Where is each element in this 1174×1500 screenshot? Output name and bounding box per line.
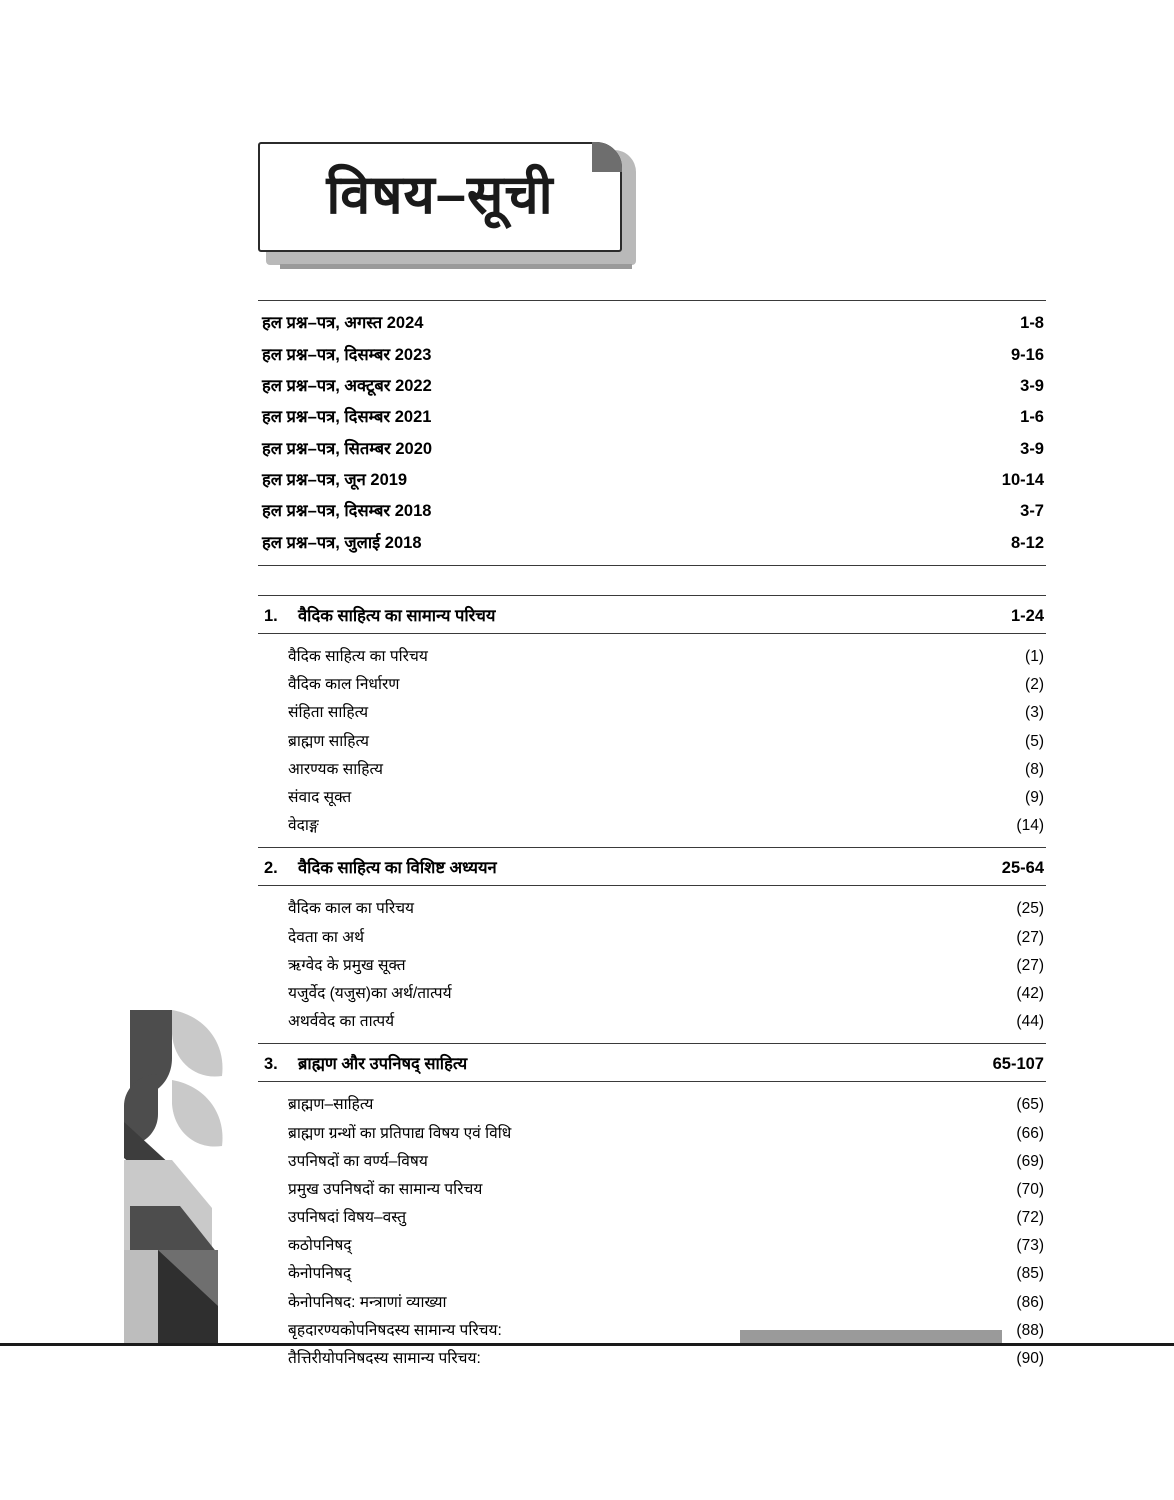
topic-row[interactable] [258,1343,1046,1371]
topic-row[interactable] [258,1258,1046,1286]
topic-title: अथर्ववेद का तात्पर्य [288,1013,395,1031]
topic-row[interactable] [258,697,1046,725]
topic-page: (86) [1016,1293,1044,1311]
page-title: विषय–सूची [326,165,554,225]
topic-page: (69) [1016,1152,1044,1170]
topic-title: आरण्यक साहित्य [288,760,383,778]
chapter-topics [258,886,1046,1043]
topic-page: (70) [1016,1180,1044,1198]
topic-page: (27) [1016,956,1044,974]
paper-row [258,337,1046,368]
paper-title: हल प्रश्न–पत्र, सितम्बर 2020 [262,439,433,458]
topic-title: वैदिक साहित्य का परिचय [288,648,428,666]
solved-papers-list [258,306,1046,557]
footer-accent-bar [740,1330,1002,1344]
chapter-header[interactable] [258,847,1046,886]
topic-page: (72) [1016,1209,1044,1227]
chapter-topics [258,634,1046,847]
topic-title: वैदिक काल का परिचय [288,900,415,918]
topic-page: (88) [1016,1321,1044,1339]
paper-title: हल प्रश्न–पत्र, अक्टूबर 2022 [262,376,432,395]
paper-title: हल प्रश्न–पत्र, जून 2019 [262,471,408,490]
paper-row [258,526,1046,557]
chapter-pages: 25-64 [1001,859,1044,878]
paper-pages: 1-8 [1020,314,1044,333]
topic-row[interactable] [258,754,1046,782]
topic-row[interactable] [258,1089,1046,1117]
topic-page: (44) [1016,1013,1044,1031]
topic-page: (27) [1016,928,1044,946]
paper-title: हल प्रश्न–पत्र, दिसम्बर 2023 [262,345,432,364]
topic-page: (1) [1025,648,1044,666]
topic-title: ब्राह्मण ग्रन्थों का प्रतिपाद्य विषय एवं विधि [288,1124,512,1142]
topic-page: (2) [1025,676,1044,694]
page-title-banner [258,142,638,270]
topic-row[interactable] [258,1006,1046,1034]
topic-title: केनोपनिषद् [288,1265,352,1283]
chapter-header[interactable] [258,1043,1046,1082]
topic-title: बृहदारण्यकोपनिषदस्य सामान्य परिचय: [288,1321,502,1339]
topic-title: उपनिषदों का वर्ण्य–विषय [288,1152,428,1170]
topic-title: उपनिषदां विषय–वस्तु [288,1209,407,1227]
paper-title: हल प्रश्न–पत्र, दिसम्बर 2021 [262,408,432,427]
chapter-pages: 1-24 [1010,607,1044,625]
papers-divider-bottom [258,565,1046,566]
topic-page: (90) [1016,1350,1044,1368]
chapter-section [258,595,1046,847]
title-underbar [280,264,632,269]
topic-title: यजुर्वेद (यजुस)का अर्थ/तात्पर्य [288,984,452,1002]
paper-pages: 1-6 [1020,408,1044,427]
topic-title: ब्राह्मण साहित्य [288,732,370,750]
chapter-number: 1. [264,607,278,625]
topic-row[interactable] [258,1174,1046,1202]
topic-title: कठोपनिषद् [288,1237,352,1255]
chapter-number: 2. [264,859,278,878]
topic-row[interactable] [258,1202,1046,1230]
topic-title: देवता का अर्थ [288,928,364,946]
leaf-emblem-icon [110,1010,260,1345]
topic-row[interactable] [258,893,1046,921]
topic-title: केनोपनिषद: मन्त्राणां व्याख्या [288,1293,447,1311]
topic-page: (42) [1016,984,1044,1002]
topic-page: (8) [1025,760,1044,778]
paper-pages: 9-16 [1010,345,1044,364]
topic-title: तैत्तिरीयोपनिषदस्य सामान्य परिचय: [288,1350,481,1368]
topic-title: संहिता साहित्य [288,704,369,722]
chapter-header[interactable] [258,595,1046,634]
topic-row[interactable] [258,782,1046,810]
paper-pages: 3-9 [1020,376,1044,395]
paper-title: हल प्रश्न–पत्र, जुलाई 2018 [262,533,422,552]
papers-divider-top [258,300,1046,301]
topic-page: (14) [1016,817,1044,835]
topic-row[interactable] [258,1117,1046,1145]
topic-title: ब्राह्मण–साहित्य [288,1096,374,1114]
topic-row[interactable] [258,922,1046,950]
chapter-pages: 65-107 [992,1055,1044,1074]
chapter-title: वैदिक साहित्य का विशिष्ट अध्ययन [298,859,497,878]
topic-page: (9) [1025,789,1044,807]
paper-row [258,494,1046,525]
topic-title: ऋग्वेद के प्रमुख सूक्त [288,956,406,974]
paper-row [258,400,1046,431]
topic-page: (85) [1016,1265,1044,1283]
footer-rule [0,1343,1174,1346]
paper-title: हल प्रश्न–पत्र, दिसम्बर 2018 [262,502,432,521]
chapter-section [258,847,1046,1043]
topic-title: प्रमुख उपनिषदों का सामान्य परिचय [288,1180,483,1198]
topic-row[interactable] [258,1146,1046,1174]
paper-pages: 3-7 [1020,502,1044,521]
paper-row [258,463,1046,494]
topic-row[interactable] [258,950,1046,978]
topic-page: (25) [1016,900,1044,918]
chapter-title: वैदिक साहित्य का सामान्य परिचय [298,607,496,625]
topic-page: (5) [1025,732,1044,750]
paper-pages: 10-14 [1001,471,1044,490]
topic-row[interactable] [258,810,1046,838]
chapter-title: ब्राह्मण और उपनिषद् साहित्य [298,1055,468,1074]
topic-title: वैदिक काल निर्धारण [288,676,400,694]
chapter-number: 3. [264,1055,278,1074]
chapters-list [258,595,1046,1380]
topic-row[interactable] [258,978,1046,1006]
topic-row[interactable] [258,1230,1046,1258]
paper-row [258,306,1046,337]
topic-row[interactable] [258,669,1046,697]
paper-title: हल प्रश्न–पत्र, अगस्त 2024 [262,314,424,333]
topic-row[interactable] [258,1287,1046,1315]
paper-row [258,432,1046,463]
paper-pages: 8-12 [1010,533,1044,552]
paper-row [258,369,1046,400]
topic-title: वेदाङ्ग [288,817,319,835]
topic-row[interactable] [258,726,1046,754]
topic-page: (66) [1016,1124,1044,1142]
topic-page: (65) [1016,1096,1044,1114]
topic-page: (73) [1016,1237,1044,1255]
topic-row[interactable] [258,641,1046,669]
paper-pages: 3-9 [1020,439,1044,458]
topic-page: (3) [1025,704,1044,722]
topic-title: संवाद सूक्त [288,789,352,807]
